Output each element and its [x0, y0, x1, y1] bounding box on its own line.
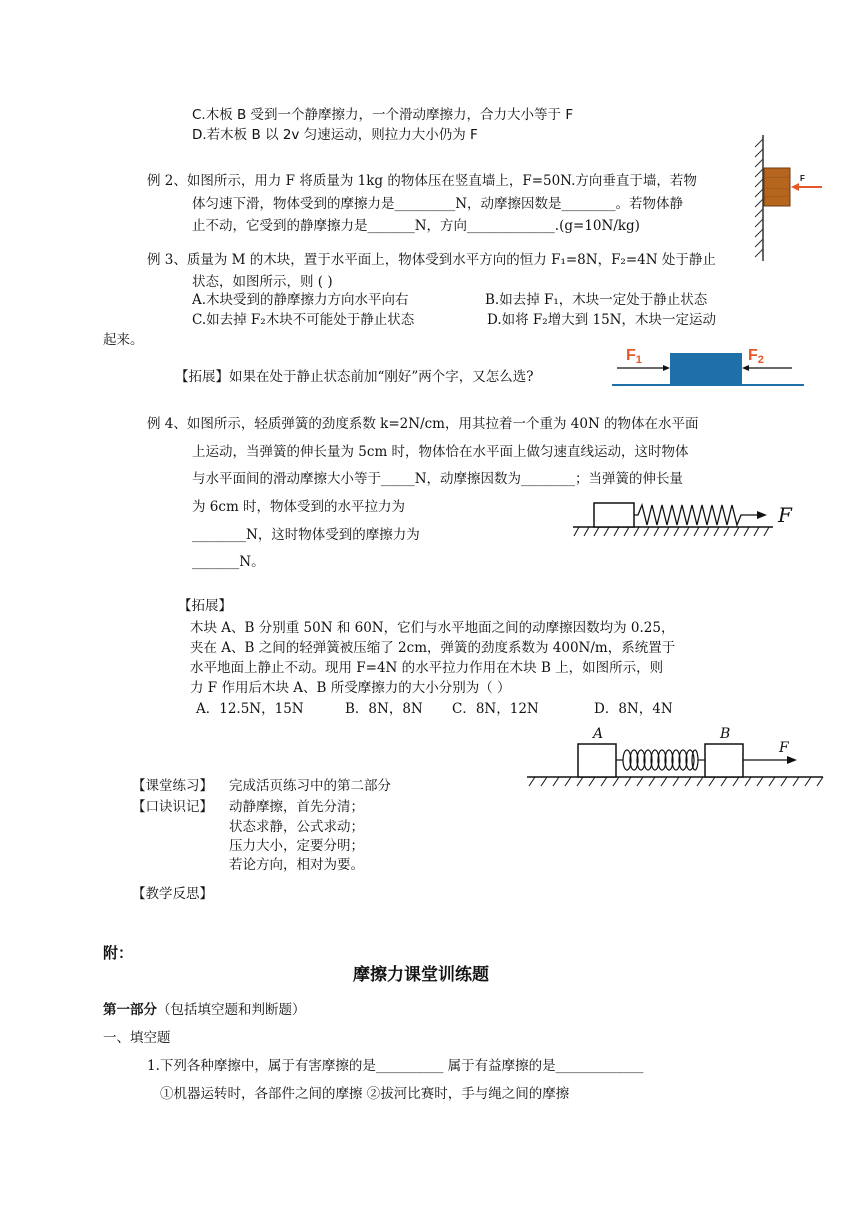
f2-sub: 2	[757, 354, 764, 366]
example-4-line-2: 上运动，当弹簧的伸长量为 5cm 时，物体恰在水平面上做匀速直线运动，这时物体	[192, 444, 689, 460]
ext2-line-4: 力 F 作用后木块 A、B 所受摩擦力的大小分别为（ ）	[190, 680, 511, 696]
example-4-line-3: 与水平面间的滑动摩擦大小等于_____N，动摩擦因数为________；当弹簧的伸长量	[192, 471, 684, 487]
example-2-line-2: 体匀速下滑，物体受到的摩擦力是_________N，动摩擦因数是________。若物体静	[192, 196, 684, 212]
ext2-option-c: C．8N，12N	[452, 701, 539, 717]
part-one-note: （包括填空题和判断题）	[157, 1002, 306, 1018]
two-force-block-figure	[612, 340, 807, 390]
example-3-line-1: 例 3、质量为 M 的木块，置于水平面上，物体受到水平方向的恒力 F₁=8N，F₂=4N 处于静止	[147, 252, 716, 268]
f1-label: F	[626, 347, 636, 364]
example-4-line-1: 例 4、如图所示，轻质弹簧的劲度系数 k=2N/cm，用其拉着一个重为 40N 的物体在水平面	[147, 416, 699, 432]
blue-block	[670, 353, 742, 385]
spring-block-figure	[573, 500, 803, 545]
extension-2: 【拓展】	[178, 598, 232, 614]
example-4-line-5: ________N，这时物体受到的摩擦力为	[192, 527, 420, 543]
example-4-line-4: 为 6cm 时，物体受到的水平拉力为	[192, 499, 406, 515]
page-title: 摩擦力课堂训练题	[353, 965, 489, 985]
example-3-option-b: B.如去掉 F₁，木块一定处于静止状态	[485, 292, 708, 308]
block-a-label: A	[593, 726, 604, 742]
ext2-option-a: A．12.5N，15N	[196, 701, 304, 717]
example-3-option-c: C.如去掉 F₂木块不可能处于静止状态	[192, 312, 415, 328]
mnemonic-line-4: 若论方向，相对为要。	[229, 857, 364, 873]
part-one-heading	[103, 1001, 306, 1019]
ab-force-label: F	[779, 740, 789, 756]
f1-sub: 1	[635, 354, 642, 366]
ab-spring-figure	[527, 725, 827, 787]
extension-1: 【拓展】如果在处于静止状态前加“刚好”两个字，又怎么选?	[175, 369, 534, 385]
ext2-line-2: 夹在 A、B 之间的轻弹簧被压缩了 2cm，弹簧的劲度系数为 400N/m，系统置于	[190, 640, 676, 656]
ext2-option-b: B．8N，8N	[345, 701, 423, 717]
reflection-label: 【教学反思】	[132, 886, 213, 902]
svg-text:F2	[748, 347, 764, 366]
example-3-line-2: 状态，如图所示，则 ( )	[192, 274, 333, 290]
practice-label: 【课堂练习】	[132, 778, 213, 794]
question-1-options: ①机器运转时，各部件之间的摩擦 ②拔河比赛时，手与绳之间的摩擦	[160, 1086, 570, 1102]
example-4-line-6: _______N。	[192, 554, 265, 570]
block-b-label: B	[720, 726, 731, 742]
block-a	[578, 744, 616, 777]
mnemonic-label: 【口诀识记】	[132, 799, 213, 815]
question-1: 1.下列各种摩擦中，属于有害摩擦的是__________ 属于有益摩擦的是_____________	[147, 1058, 644, 1074]
ext2-option-d: D．8N，4N	[594, 701, 673, 717]
example-2-line-1: 例 2、如图所示，用力 F 将质量为 1kg 的物体压在竖直墙上，F=50N.方向垂直于墙，若物	[147, 173, 697, 189]
ext2-line-1: 木块 A、B 分别重 50N 和 60N，它们与水平地面之间的动摩擦因数均为 0.25，	[190, 620, 675, 636]
ext2-line-3: 水平地面上静止不动。现用 F=4N 的水平拉力作用在木块 B 上，如图所示，则	[190, 660, 664, 676]
wall-force-label: F	[800, 174, 805, 183]
practice-text: 完成活页练习中的第二部分	[229, 778, 391, 794]
spring-force-label: F	[778, 503, 792, 527]
svg-text:F1	[626, 347, 642, 366]
appendix-label: 附：	[103, 944, 134, 962]
part-one-label: 第一部分	[103, 1002, 157, 1018]
example-3-option-d: D.如将 F₂增大到 15N，木块一定运动	[487, 312, 716, 328]
mnemonic-line-3: 压力大小，定要分明；	[229, 838, 364, 854]
example-3-option-a: A.木块受到的静摩擦力方向水平向右	[192, 292, 409, 308]
mnemonic-line-2: 状态求静，公式求动；	[229, 819, 364, 835]
wall-block-figure	[750, 133, 830, 263]
wooden-block	[764, 168, 790, 206]
mnemonic-line-1: 动静摩擦，首先分清；	[229, 799, 364, 815]
example-3-line-end: 起来。	[103, 332, 144, 348]
option-d: D.若木板 B 以 2v 匀速运动，则拉力大小仍为 F	[192, 127, 478, 143]
block-b	[705, 744, 743, 777]
f2-label: F	[748, 347, 758, 364]
spring-block	[594, 503, 634, 527]
example-2-line-3: 止不动，它受到的静摩擦力是_______N，方向_____________.(g=10N/kg)	[192, 218, 640, 234]
option-c: C.木板 B 受到一个静摩擦力，一个滑动摩擦力，合力大小等于 F	[192, 107, 574, 123]
section-fill-blank: 一、填空题	[103, 1030, 171, 1046]
